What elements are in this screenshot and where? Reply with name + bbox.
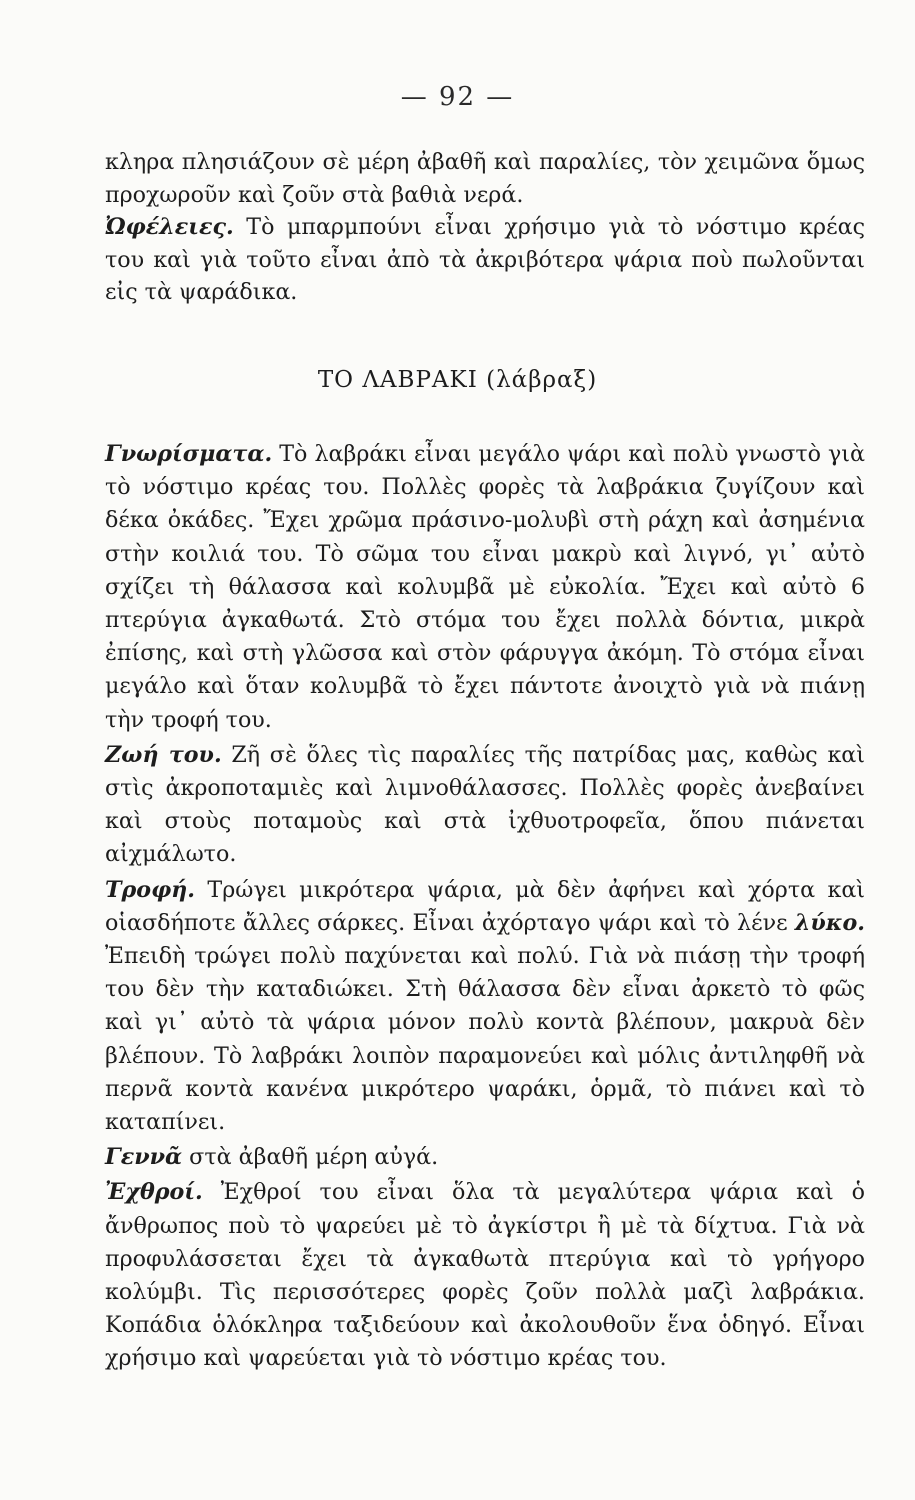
intro-block xyxy=(105,146,865,309)
section-heading: ΤΟ ΛΑΒΡΑΚΙ (λάβραξ) xyxy=(317,367,598,393)
food-paragraph xyxy=(105,874,865,1140)
page-number: — 92 — xyxy=(400,82,515,112)
intro-text: κληρα πλησιάζουν σὲ μέρη ἀβαθῆ καὶ παραλίες, τὸν χειμῶνα ὅμως προχωροῦν καὶ ζοῦν στὰ βαθιὰ νερά. xyxy=(105,149,865,208)
characteristics-label: Γνωρίσματα. xyxy=(105,441,273,467)
food-text-after: Ἐπειδὴ τρώγει πολὺ παχύνεται καὶ πολύ. Γιὰ νὰ πιάσῃ τὴν τροφή του δὲν τὴν καταδιώκει. Στὴ θάλασσα δὲν εἶναι ἀρκετὸ τὸ φῶς καὶ γι᾿ αὐτὸ τὰ ψάρια μόνον πολὺ κοντὰ βλέπουν, μακρυὰ δὲν βλέπουν. Τὸ λαβράκι λοιπὸν παραμονεύει καὶ μόλις ἀντιληφθῆ νὰ περνᾶ κοντὰ κανένα μικρότερο ψαράκι, ὁρμᾶ, τὸ πιάνει καὶ τὸ καταπίνει. xyxy=(105,943,865,1136)
characteristics-text: Τὸ λαβράκι εἶναι μεγάλο ψάρι καὶ πολὺ γνωστὸ γιὰ τὸ νόστιμο κρέας του. Πολλὲς φορὲς τὰ λαβράκια ζυγίζουν καὶ δέκα ὀκάδες. Ἔχει χρῶμα πράσινο-μολυβὶ στὴ ράχη καὶ ἀσημένια στὴν κοιλιά του. Τὸ σῶμα του εἶναι μακρὺ καὶ λιγνό, γι᾿ αὐτὸ σχίζει τὴ θάλασσα καὶ κολυμβᾶ μὲ εὐκολία. Ἔχει καὶ αὐτὸ 6 πτερύγια ἀγκαθωτά. Στὸ στόμα του ἔχει πολλὰ δόντια, μικρὰ ἐπίσης, καὶ στὴ γλῶσσα καὶ στὸν φάρυγγα ἀκόμη. Τὸ στόμα εἶναι μεγάλο καὶ ὅταν κολυμβᾶ τὸ ἔχει πάντοτε ἀνοιχτὸ γιὰ νὰ πιάνῃ τὴν τροφή του. xyxy=(105,441,865,733)
benefits-paragraph xyxy=(105,211,865,309)
enemies-label: Ἐχθροί. xyxy=(105,1179,203,1206)
life-text: Ζῆ σὲ ὅλες τὶς παραλίες τῆς πατρίδας μας, καθὼς καὶ στὶς ἀκροποταμιὲς καὶ λιμνοθάλασσες. Πολλὲς φορὲς ἀνεβαίνει καὶ στοὺς ποταμοὺς καὶ στὰ ἰχθυοτροφεῖα, ὅπου πιάνεται αἰχμάλωτο. xyxy=(105,741,865,868)
intro-paragraph xyxy=(105,146,865,211)
life-paragraph xyxy=(105,739,865,872)
reproduction-label: Γεννᾶ xyxy=(105,1144,183,1171)
benefits-label: Ὠφέλειες. xyxy=(105,214,234,241)
reproduction-text: στὰ ἀβαθῆ μέρη αὐγά. xyxy=(189,1144,439,1171)
enemies-text: Ἐχθροί του εἶναι ὅλα τὰ μεγαλύτερα ψάρια καὶ ὁ ἄνθρωπος ποὺ τὸ ψαρεύει μὲ τὸ ἀγκίστρι ἢ μὲ τὰ δίχτυα. Γιὰ νὰ προφυλάσσεται ἔχει τὰ ἀγκαθωτὰ πτερύγια καὶ τὸ γρήγορο κολύμβι. Τὶς περισσότερες φορὲς ζοῦν πολλὰ μαζὶ λαβράκια. Κοπάδια ὁλόκληρα ταξιδεύουν καὶ ἀκολουθοῦν ἕνα ὁδηγό. Εἶναι χρήσιμο καὶ ψαρεύεται γιὰ τὸ νόστιμο κρέας του. xyxy=(105,1179,866,1372)
life-label: Ζωή του. xyxy=(105,741,222,768)
benefits-text: Τὸ μπαρμπούνι εἶναι χρήσιμο γιὰ τὸ νόστιμο κρέας του καὶ γιὰ τοῦτο εἶναι ἀπὸ τὰ ἀκριβότερα ψάρια ποὺ πωλοῦνται εἰς τὰ ψαράδικα. xyxy=(105,214,865,306)
characteristics-paragraph xyxy=(105,438,865,737)
main-text-block xyxy=(105,438,865,1378)
reproduction-paragraph xyxy=(105,1141,865,1174)
food-label: Τροφή. xyxy=(105,876,195,903)
enemies-paragraph xyxy=(105,1176,865,1375)
food-text-before: Τρώγει μικρότερα ψάρια, μὰ δὲν ἀφήνει καὶ χόρτα καὶ οἱασδήποτε ἄλλες σάρκες. Εἶναι ἀχόρταγο ψάρι καὶ τὸ λένε xyxy=(105,876,865,936)
wolf-term: λύκο. xyxy=(794,909,865,936)
